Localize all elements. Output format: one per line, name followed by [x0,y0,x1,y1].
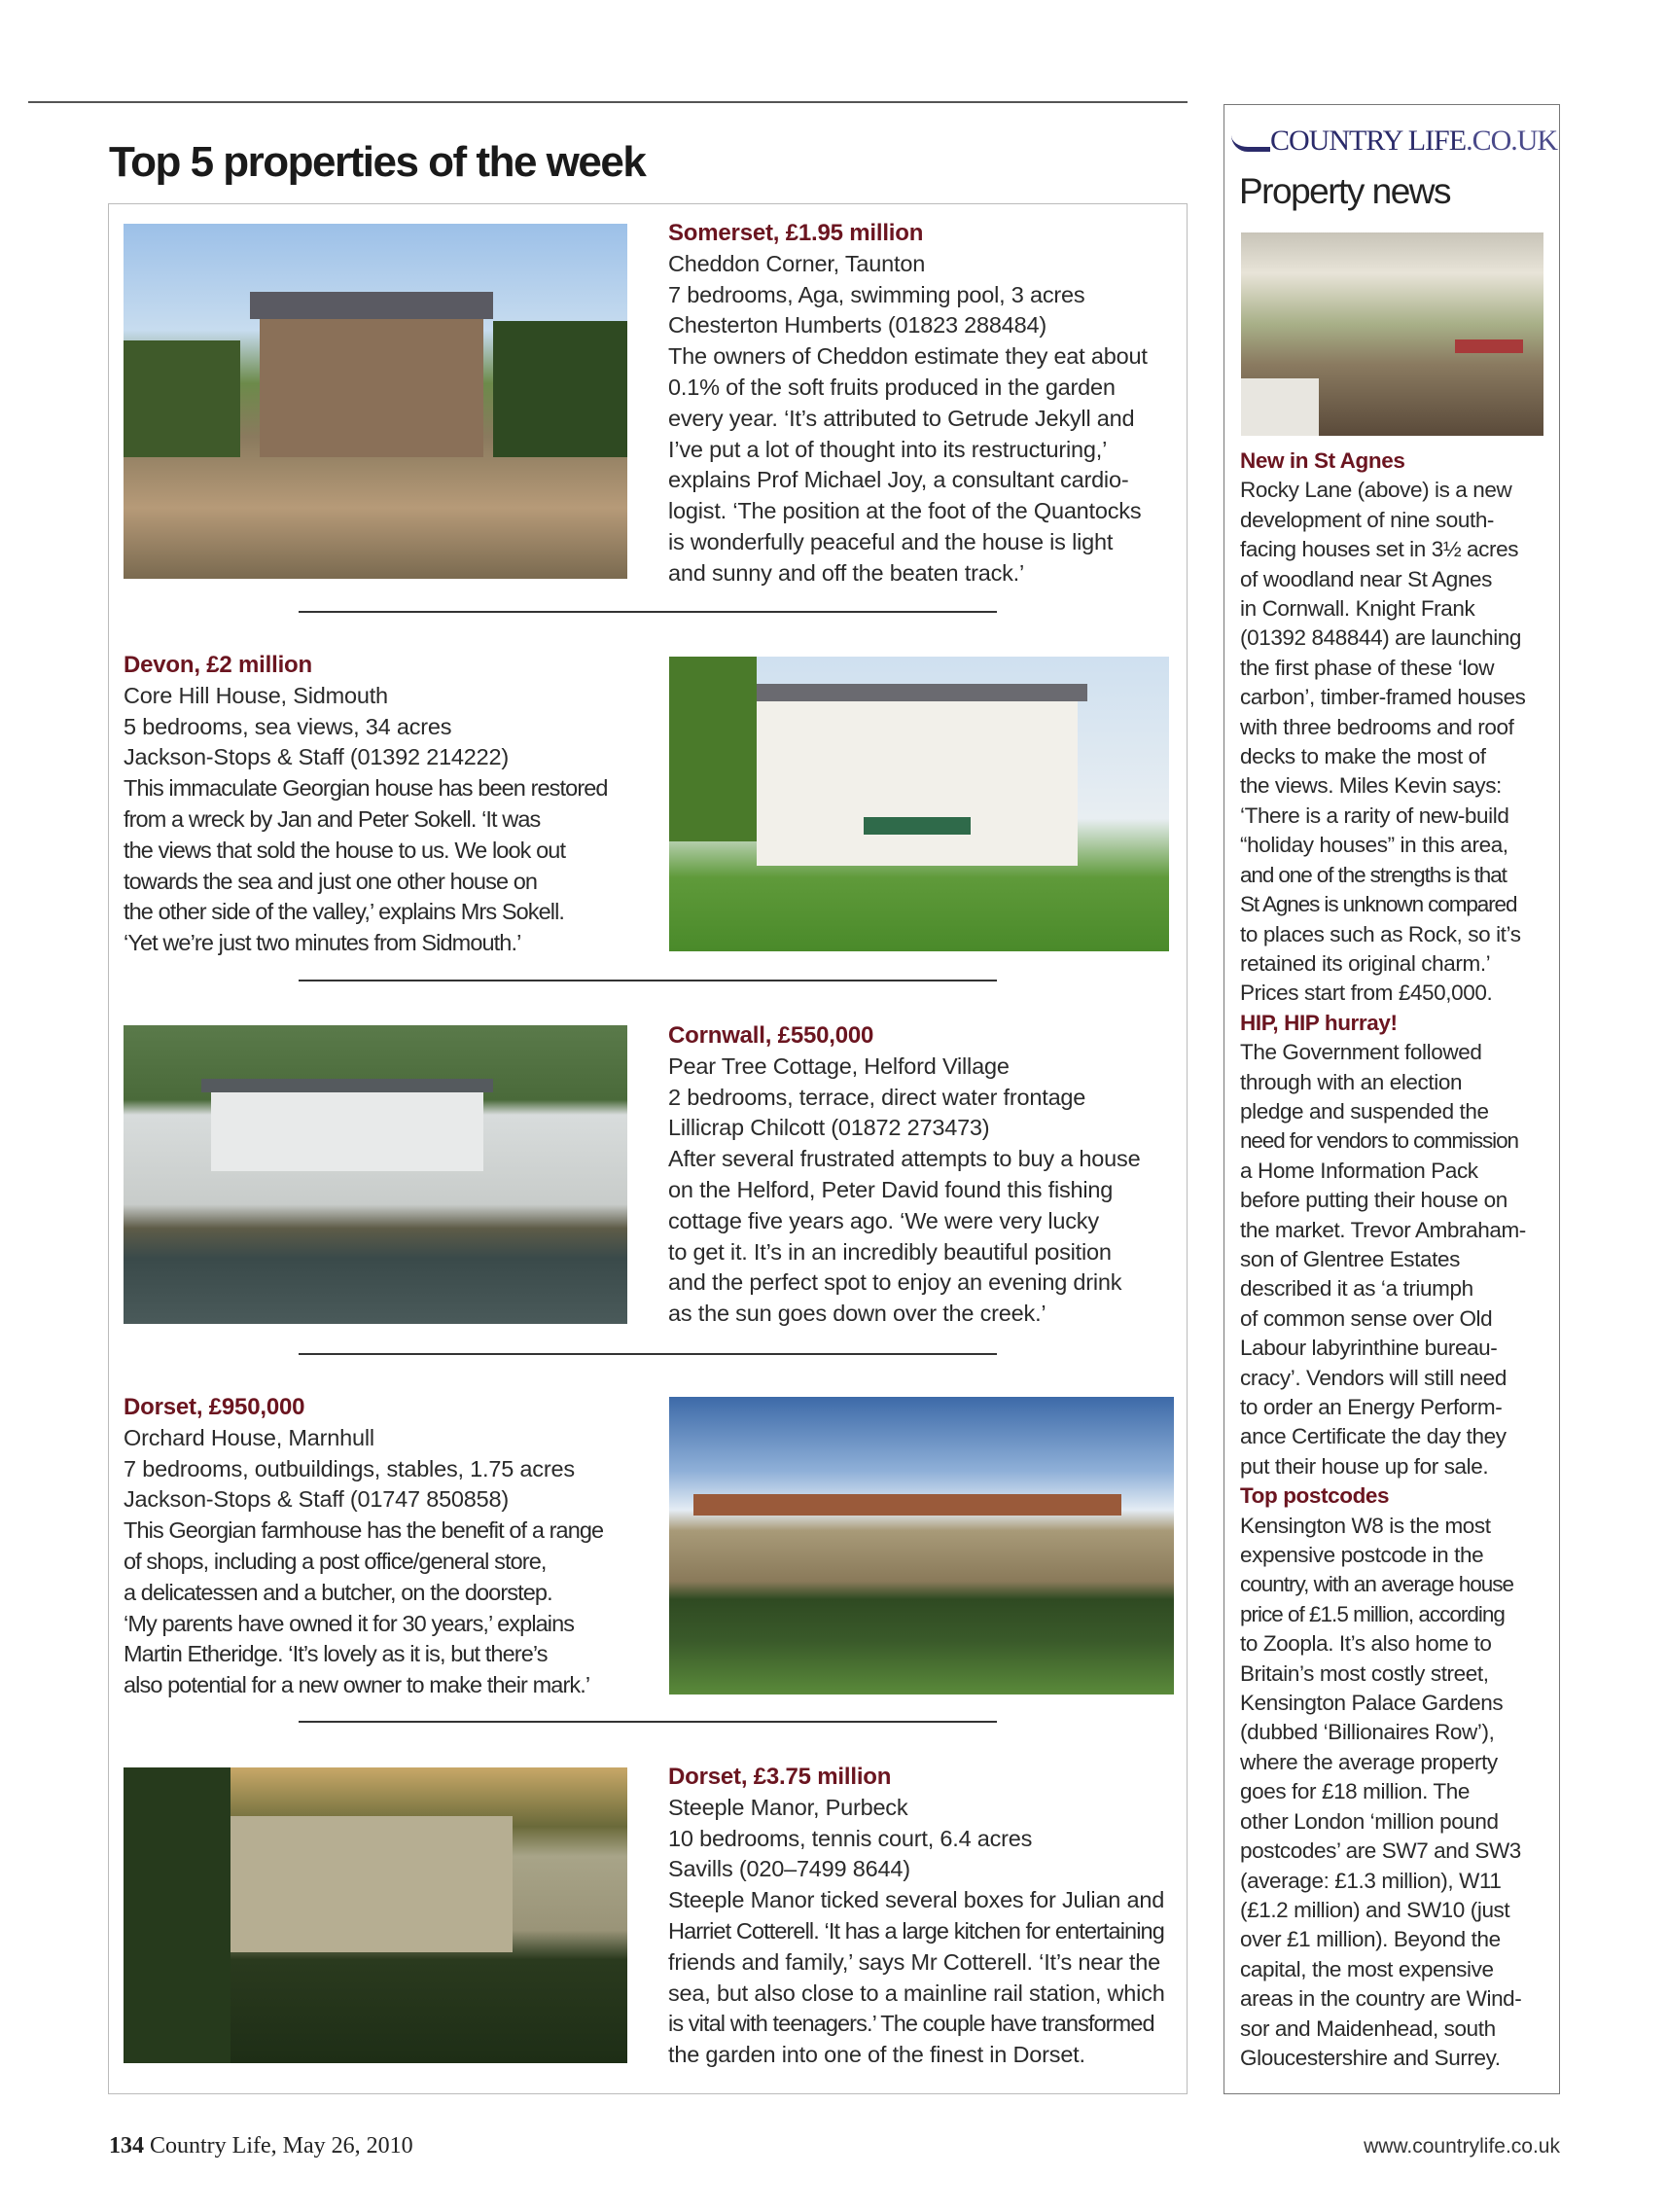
text-line: logist. ‘The position at the foot of the Quantocks [668,498,1142,524]
sidebar-title: Property news [1239,171,1450,211]
property-text-dorset-steeple [668,1762,1165,2071]
text-line: expensive postcode in the [1240,1543,1484,1568]
text-line: of common sense over Old [1240,1305,1493,1331]
text-line: ‘My parents have owned it for 30 years,’ explains [124,1610,575,1636]
text-line: This Georgian farmhouse has the benefit of a range [124,1517,604,1544]
text-line: 7 bedrooms, outbuildings, stables, 1.75 acres [124,1455,575,1481]
text-line: 10 bedrooms, tennis court, 6.4 acres [668,1825,1033,1851]
property-heading: Cornwall, £550,000 [668,1022,874,1049]
property-heading: Devon, £2 million [124,652,312,678]
text-line: need for vendors to commission [1240,1128,1518,1154]
news-heading: New in St Agnes [1240,448,1405,473]
text-line: put their house up for sale. [1240,1453,1489,1479]
text-line: postcodes’ are SW7 and SW3 [1240,1838,1521,1864]
text-line: friends and family,’ says Mr Cotterell. ‘It’s near the [668,1948,1160,1975]
text-line: Britain’s most costly street, [1240,1660,1489,1686]
text-line: carbon’, timber-framed houses [1240,685,1526,710]
text-line: 2 bedrooms, terrace, direct water frontage [668,1084,1086,1110]
text-line: ‘There is a rarity of new-build [1240,803,1509,828]
property-heading: Dorset, £3.75 million [668,1764,892,1790]
text-line: price of £1.5 million, according [1240,1601,1505,1626]
country-life-logo [1231,125,1557,158]
text-line: the market. Trevor Ambraham- [1240,1217,1526,1242]
text-line: capital, the most expensive [1240,1956,1494,1981]
text-line: decks to make the most of [1240,744,1486,769]
property-photo-dorset-steeple [124,1767,627,2063]
property-photo-somerset [124,224,627,579]
text-line: cottage five years ago. ‘We were very lucky [668,1207,1099,1233]
text-line: Jackson-Stops & Staff (01392 214222) [124,744,510,770]
text-line: 7 bedrooms, Aga, swimming pool, 3 acres [668,281,1085,307]
text-line: on the Helford, Peter David found this fishing [668,1176,1114,1202]
text-line: to places such as Rock, so it’s [1240,921,1521,946]
publication-info: Country Life, May 26, 2010 [150,2133,413,2158]
text-line: in Cornwall. Knight Frank [1240,596,1475,622]
text-line: Steeple Manor ticked several boxes for Julian and [668,1887,1165,1913]
top-rule [28,101,1188,103]
text-line: Savills (020–7499 8644) [668,1856,910,1882]
text-line: Steeple Manor, Purbeck [668,1794,908,1820]
text-line: described it as ‘a triumph [1240,1276,1473,1302]
text-line: from a wreck by Jan and Peter Sokell. ‘It was [124,805,541,832]
footer-url[interactable]: www.countrylife.co.uk [1364,2135,1560,2158]
property-text-somerset [668,218,1148,589]
text-line: is wonderfully peaceful and the house is light [668,528,1114,554]
text-line: St Agnes is unknown compared [1240,892,1517,917]
news-heading: HIP, HIP hurray! [1240,1010,1398,1035]
text-line: other London ‘million pound [1240,1808,1499,1834]
news-st-agnes [1240,446,1526,2073]
text-line: where the average property [1240,1749,1498,1774]
divider [299,1353,997,1355]
text-line: 0.1% of the soft fruits produced in the garden [668,374,1116,400]
text-line: the other side of the valley,’ explains Mrs Sokell. [124,899,565,925]
text-line: Lillicrap Chilcott (01872 273473) [668,1115,990,1141]
text-line: Orchard House, Marnhull [124,1424,374,1450]
text-line: I’ve put a lot of thought into its restructuring,’ [668,436,1108,462]
text-line: Chesterton Humberts (01823 288484) [668,312,1047,339]
news-heading: Top postcodes [1240,1483,1390,1509]
logo-text: COUNTRY LIFE [1270,125,1467,157]
text-line: explains Prof Michael Joy, a consultant cardio- [668,467,1129,493]
page-footer [109,2133,413,2159]
text-line: sor and Maidenhead, south [1240,2016,1496,2041]
text-line: ance Certificate the day they [1240,1424,1507,1449]
text-line: (average: £1.3 million), W11 [1240,1868,1502,1893]
divider [299,611,997,613]
text-line: to order an Energy Perform- [1240,1395,1503,1419]
text-line: Gloucestershire and Surrey. [1240,2045,1501,2070]
text-line: areas in the country are Wind- [1240,1986,1522,2012]
text-line: son of Glentree Estates [1240,1246,1460,1271]
property-photo-dorset-marnhull [669,1397,1174,1695]
text-line: before putting their house on [1240,1188,1507,1213]
text-line: over £1 million). Beyond the [1240,1927,1501,1952]
text-line: of woodland near St Agnes [1240,566,1492,591]
text-line: towards the sea and just one other house on [124,868,538,894]
text-line: Labour labyrinthine bureau- [1240,1336,1498,1361]
logo-suffix: .CO.UK [1466,125,1558,157]
text-line: and sunny and off the beaten track.’ [668,559,1025,586]
text-line: with three bedrooms and roof [1240,714,1514,739]
text-line: of shops, including a post office/general store, [124,1548,547,1574]
text-line: “holiday houses” in this area, [1240,833,1508,858]
text-line: country, with an average house [1240,1572,1514,1597]
text-line: the first phase of these ‘low [1240,655,1495,680]
divider [299,980,997,981]
divider [299,1721,997,1723]
text-line: also potential for a new owner to make their mark.’ [124,1672,590,1698]
text-line: This immaculate Georgian house has been restored [124,775,608,802]
text-line: to get it. It’s in an incredibly beautiful position [668,1238,1112,1265]
text-line: and the perfect spot to enjoy an evening drink [668,1269,1122,1296]
text-line: Cheddon Corner, Taunton [668,250,926,276]
text-line: The Government followed [1240,1040,1482,1065]
property-heading: Dorset, £950,000 [124,1394,305,1420]
text-line: Kensington Palace Gardens [1240,1691,1504,1716]
text-line: the views. Miles Kevin says: [1240,773,1502,799]
property-photo-devon [669,657,1169,951]
text-line: to Zoopla. It’s also home to [1240,1631,1492,1657]
text-line: the views that sold the house to us. We look out [124,837,566,863]
text-line: retained its original charm.’ [1240,950,1491,976]
text-line: a delicatessen and a butcher, on the doorstep. [124,1579,552,1605]
text-line: Kensington W8 is the most [1240,1513,1491,1538]
text-line: the garden into one of the finest in Dorset. [668,2042,1085,2068]
text-line: Rocky Lane (above) is a new [1240,478,1512,503]
property-text-devon [124,650,608,959]
text-line: 5 bedrooms, sea views, 34 acres [124,713,452,739]
text-line: is vital with teenagers.’ The couple have transformed [668,2011,1154,2037]
property-text-cornwall [668,1020,1140,1330]
text-line: development of nine south- [1240,507,1495,532]
text-line: Harriet Cotterell. ‘It has a large kitchen for entertaining [668,1917,1164,1944]
text-line: Core Hill House, Sidmouth [124,682,388,708]
text-line: Pear Tree Cottage, Helford Village [668,1052,1010,1079]
text-line: a Home Information Pack [1240,1158,1478,1183]
text-line: (£1.2 million) and SW10 (just [1240,1897,1510,1922]
text-line: through with an election [1240,1069,1463,1094]
sidebar-photo-st-agnes [1241,232,1543,436]
text-line: cracy’. Vendors will still need [1240,1365,1507,1390]
text-line: and one of the strengths is that [1240,862,1507,887]
property-heading: Somerset, £1.95 million [668,220,924,246]
text-line: Jackson-Stops & Staff (01747 850858) [124,1486,510,1513]
property-text-dorset-marnhull [124,1392,603,1701]
text-line: After several frustrated attempts to buy a house [668,1146,1141,1172]
text-line: facing houses set in 3½ acres [1240,537,1519,562]
peacock-icon [1231,135,1270,152]
text-line: sea, but also close to a mainline rail station, which [668,1980,1165,2006]
page-number: 134 [109,2133,144,2158]
text-line: goes for £18 million. The [1240,1779,1470,1804]
text-line: as the sun goes down over the creek.’ [668,1301,1046,1327]
text-line: (01392 848844) are launching [1240,625,1522,651]
text-line: Prices start from £450,000. [1240,981,1493,1006]
text-line: The owners of Cheddon estimate they eat about [668,343,1148,370]
text-line: (dubbed ‘Billionaires Row’), [1240,1720,1495,1745]
text-line: every year. ‘It’s attributed to Getrude Jekyll and [668,405,1135,431]
property-photo-cornwall [124,1025,627,1324]
text-line: ‘Yet we’re just two minutes from Sidmouth.’ [124,930,521,956]
page-title: Top 5 properties of the week [109,138,646,186]
text-line: Martin Etheridge. ‘It’s lovely as it is, but there’s [124,1641,548,1667]
text-line: pledge and suspended the [1240,1098,1489,1124]
